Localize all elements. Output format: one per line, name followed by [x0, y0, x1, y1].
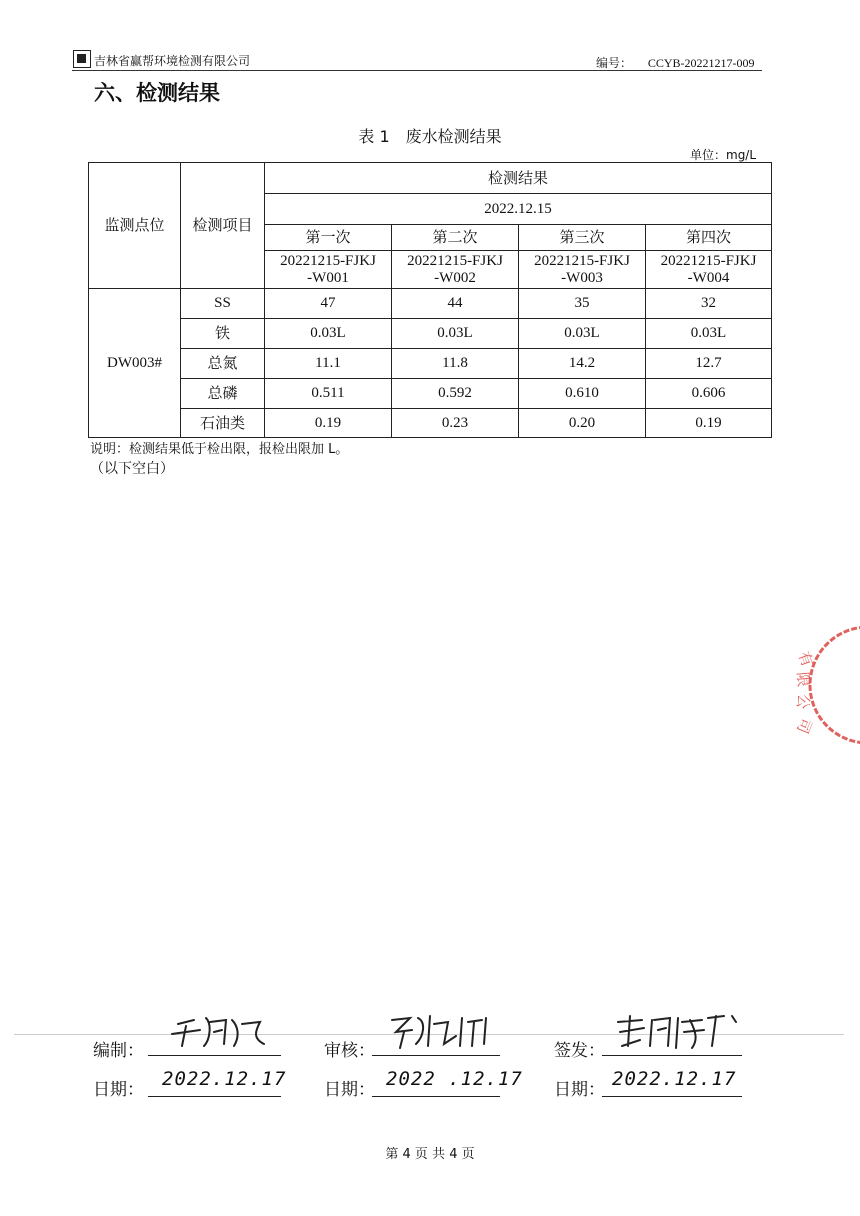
- header-date: 2022.12.15: [265, 194, 772, 225]
- header-divider: [72, 70, 762, 71]
- value-cell: 0.592: [392, 379, 519, 409]
- compile-label: 编制：: [93, 1041, 144, 1061]
- sample-id-3-line2: -W003: [561, 269, 603, 286]
- issue-date-underline: [602, 1096, 742, 1097]
- value-cell: 0.19: [265, 409, 392, 438]
- header-run-1: 第一次: [265, 225, 392, 251]
- value-cell: 0.610: [519, 379, 646, 409]
- value-cell: 32: [646, 289, 772, 319]
- sample-id-4-line1: 20221215-FJKJ: [660, 252, 757, 269]
- item-cell: 铁: [181, 319, 265, 349]
- header-run-4: 第四次: [646, 225, 772, 251]
- company-name: 吉林省赢帮环境检测有限公司: [94, 54, 251, 68]
- svg-text:公: 公: [793, 692, 814, 711]
- item-cell: 总磷: [181, 379, 265, 409]
- value-cell: 0.19: [646, 409, 772, 438]
- value-cell: 44: [392, 289, 519, 319]
- review-underline: [372, 1055, 500, 1056]
- doc-number-label: 编号：: [596, 56, 633, 70]
- review-date: 2022 .12.17: [386, 1068, 523, 1090]
- item-cell: 石油类: [181, 409, 265, 438]
- issue-underline: [602, 1055, 742, 1056]
- compile-date: 2022.12.17: [162, 1068, 287, 1090]
- review-date-label: 日期：: [324, 1080, 375, 1100]
- header-item: 检测项目: [181, 163, 265, 289]
- site-cell: DW003#: [89, 289, 181, 438]
- value-cell: 12.7: [646, 349, 772, 379]
- table-row: [89, 289, 772, 319]
- company-logo-icon: [73, 50, 91, 68]
- header-run-2: 第二次: [392, 225, 519, 251]
- sample-id-2-line2: -W002: [434, 269, 476, 286]
- sample-id-1: [265, 251, 392, 289]
- review-label: 审核：: [324, 1041, 375, 1061]
- sample-id-3: [519, 251, 646, 289]
- issue-date: 2022.12.17: [612, 1068, 737, 1090]
- blank-note: （以下空白）: [90, 461, 174, 477]
- table-unit: 单位：mg/L: [690, 148, 757, 162]
- compile-signature: [160, 1006, 280, 1050]
- header-run-3: 第三次: [519, 225, 646, 251]
- value-cell: 0.20: [519, 409, 646, 438]
- header-site: 监测点位: [89, 163, 181, 289]
- value-cell: 0.03L: [646, 319, 772, 349]
- review-signature: [382, 1006, 502, 1050]
- table-row: [89, 319, 772, 349]
- item-cell: 总氮: [181, 349, 265, 379]
- section-title: 六、检测结果: [94, 81, 220, 105]
- company-seal: [790, 620, 860, 750]
- doc-number: [596, 54, 755, 71]
- value-cell: 11.1: [265, 349, 392, 379]
- value-cell: 0.511: [265, 379, 392, 409]
- value-cell: 0.03L: [265, 319, 392, 349]
- svg-text:限: 限: [793, 671, 813, 688]
- svg-text:司: 司: [793, 715, 816, 737]
- table-row: [89, 349, 772, 379]
- header-results: 检测结果: [265, 163, 772, 194]
- sample-id-2: [392, 251, 519, 289]
- value-cell: 0.03L: [392, 319, 519, 349]
- sample-id-4-line2: -W004: [687, 269, 730, 286]
- results-table: [88, 162, 772, 438]
- table-row: [89, 409, 772, 438]
- value-cell: 47: [265, 289, 392, 319]
- value-cell: 0.03L: [519, 319, 646, 349]
- issue-signature: [612, 1006, 747, 1050]
- value-cell: 11.8: [392, 349, 519, 379]
- svg-text:有: 有: [794, 648, 817, 670]
- value-cell: 0.23: [392, 409, 519, 438]
- page-number: 第 4 页 共 4 页: [385, 1147, 475, 1162]
- value-cell: 14.2: [519, 349, 646, 379]
- value-cell: 0.606: [646, 379, 772, 409]
- doc-number-value: CCYB-20221217-009: [647, 56, 755, 70]
- sample-id-2-line1: 20221215-FJKJ: [407, 252, 503, 269]
- sample-id-1-line2: -W001: [307, 269, 349, 286]
- sample-id-3-line1: 20221215-FJKJ: [534, 252, 630, 269]
- compile-underline: [148, 1055, 281, 1056]
- table-note: 说明：检测结果低于检出限，报检出限加 L。: [90, 442, 349, 457]
- sample-id-4: [646, 251, 772, 289]
- table-row: [89, 379, 772, 409]
- compile-date-underline: [148, 1096, 281, 1097]
- table-caption: 表 1 废水检测结果: [358, 127, 502, 146]
- item-cell: SS: [181, 289, 265, 319]
- compile-date-label: 日期：: [93, 1080, 144, 1100]
- value-cell: 35: [519, 289, 646, 319]
- sample-id-1-line1: 20221215-FJKJ: [280, 252, 376, 269]
- review-date-underline: [372, 1096, 500, 1097]
- issue-date-label: 日期：: [554, 1080, 605, 1100]
- issue-label: 签发：: [554, 1041, 605, 1061]
